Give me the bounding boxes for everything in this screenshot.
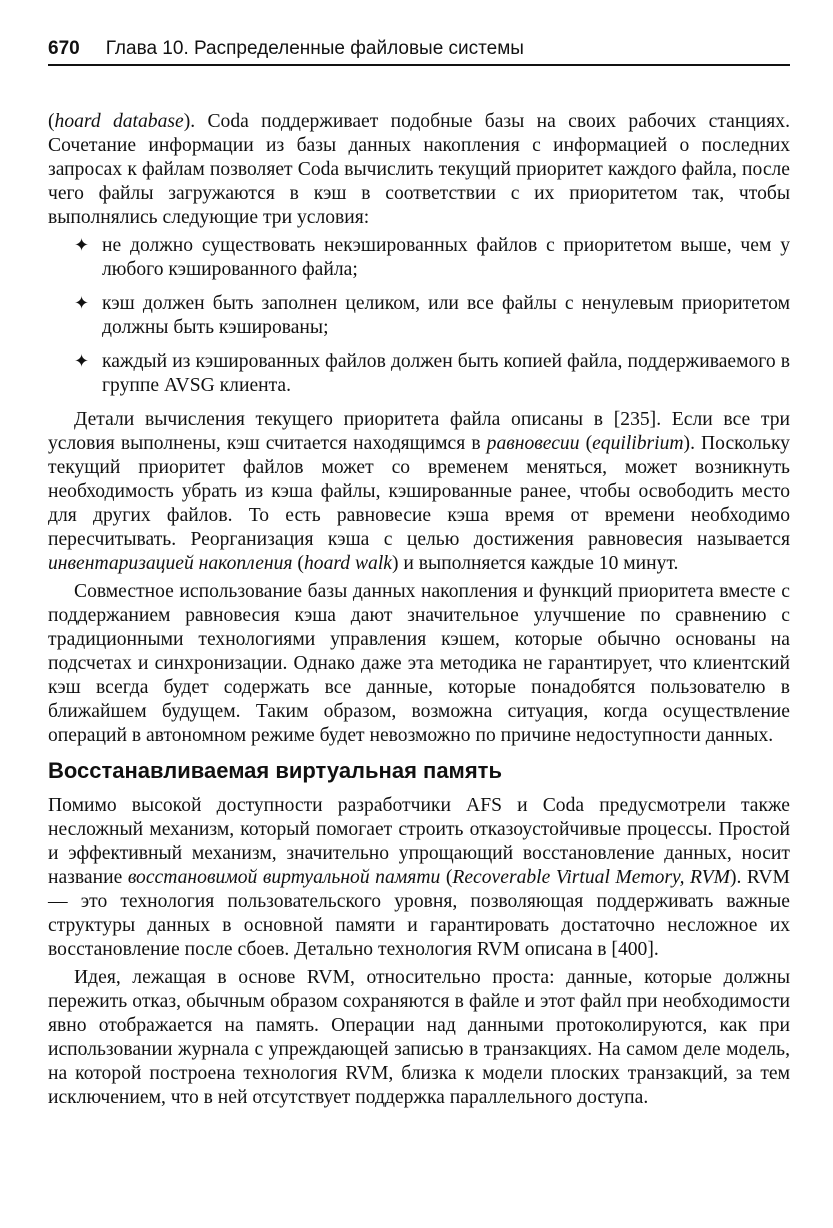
text: ). Coda поддерживает подобные базы на своих рабочих станциях. Сочетание информации из базы данных накопления с информацией о последних запросах к файлам позволяет Coda вычислить текущий приоритет каждого файла, после чего файлы загружаются в кэш в соответствии с их приоритетом так, чтобы выполнялись следующие три условия: xyxy=(48,111,790,228)
header-rule xyxy=(48,64,790,66)
term: hoard walk xyxy=(303,553,392,574)
text: ( xyxy=(579,433,593,454)
running-head xyxy=(48,38,790,60)
paragraph-5: Идея, лежащая в основе RVM, относительно проста: данные, которые должны пережить отказ, обычным образом сохраняются в файле и этот файл при необходимости явно отображается на память. Операции над данными протоколируются, как при использовании журнала с упреждающей записью в транзакциях. На самом деле модель, на которой построена технология RVM, близка к модели плоских транзакций, за тем исключением, что в ней отсутствует поддержка параллельного доступа. xyxy=(48,967,790,1108)
text: Помимо высокой доступности разработчики AFS и Coda предусмотрели также несложный механизм, который помогает строить отказоустойчивые процессы. Простой и эффективный механизм, значительно упрощающий восстановление данных, носит название xyxy=(48,795,790,888)
term: Recoverable Virtual Memory, RVM xyxy=(452,867,730,888)
term: восстановимой виртуальной памяти xyxy=(127,867,441,888)
section-heading: Восстанавливаемая виртуальная память xyxy=(48,758,502,783)
text: Детали вычисления текущего приоритета файла описаны в [235]. Если все три условия выполнены, кэш считается находящимся в xyxy=(48,409,790,454)
body-text xyxy=(48,110,790,1114)
text: ). RVM — это технология пользовательского уровня, позволяющая поддерживать важные структуры данных в основной памяти и гарантировать достаточно несложное их восстановление после сбоев. Детально технология RVM описана в [400]. xyxy=(48,867,790,960)
term: равновесии xyxy=(486,433,580,454)
text: ). Поскольку текущий приоритет файлов может со временем меняться, может возникнуть необходимость убрать из кэша файлы, кэшированные ранее, чтобы освободить место для других файлов. То есть равновесие кэша время от времени необходимо пересчитывать. Реорганизация кэша с целью достижения равновесия называется xyxy=(48,433,790,550)
list-item-text: кэш должен быть заполнен целиком, или все файлы с ненулевым приоритетом должны быть кэшированы; xyxy=(102,293,790,338)
term: hoard database xyxy=(54,111,184,132)
chapter-title: Глава 10. Распределенные файловые системы xyxy=(105,38,524,59)
list-item-text: каждый из кэшированных файлов должен быть копией файла, поддерживаемого в группе AVSG клиента. xyxy=(102,351,790,396)
term: инвентаризацией накопления xyxy=(48,553,293,574)
paragraph-1 xyxy=(48,110,790,230)
text: ( xyxy=(48,111,55,132)
conditions-list xyxy=(48,234,790,398)
list-item xyxy=(48,292,790,340)
term: equilibrium xyxy=(592,433,684,454)
list-item xyxy=(48,350,790,398)
bullet-icon: ✦ xyxy=(74,235,90,256)
paragraph-4 xyxy=(48,794,790,962)
text: ) и выполняется каждые 10 минут. xyxy=(391,553,679,574)
page-number: 670 xyxy=(48,38,80,59)
bullet-icon: ✦ xyxy=(74,351,90,372)
paragraph-2 xyxy=(48,408,790,576)
text: ( xyxy=(292,553,304,574)
text: ( xyxy=(440,867,453,888)
bullet-icon: ✦ xyxy=(74,293,90,314)
paragraph-3: Совместное использование базы данных накопления и функций приоритета вместе с поддержанием равновесия кэша дают значительное улучшение по сравнению с традиционными технологиями управления кэшем, которые обычно основаны на подсчетах и синхронизации. Однако даже эта методика не гарантирует, что клиентский кэш всегда будет содержать все данные, которые понадобятся пользователю в ближайшем будущем. Таким образом, возможна ситуация, когда осуществление операций в автономном режиме будет невозможно по причине недоступности данных. xyxy=(48,581,790,746)
list-item-text: не должно существовать некэшированных файлов с приоритетом выше, чем у любого кэшированного файла; xyxy=(102,235,790,280)
list-item xyxy=(48,234,790,282)
